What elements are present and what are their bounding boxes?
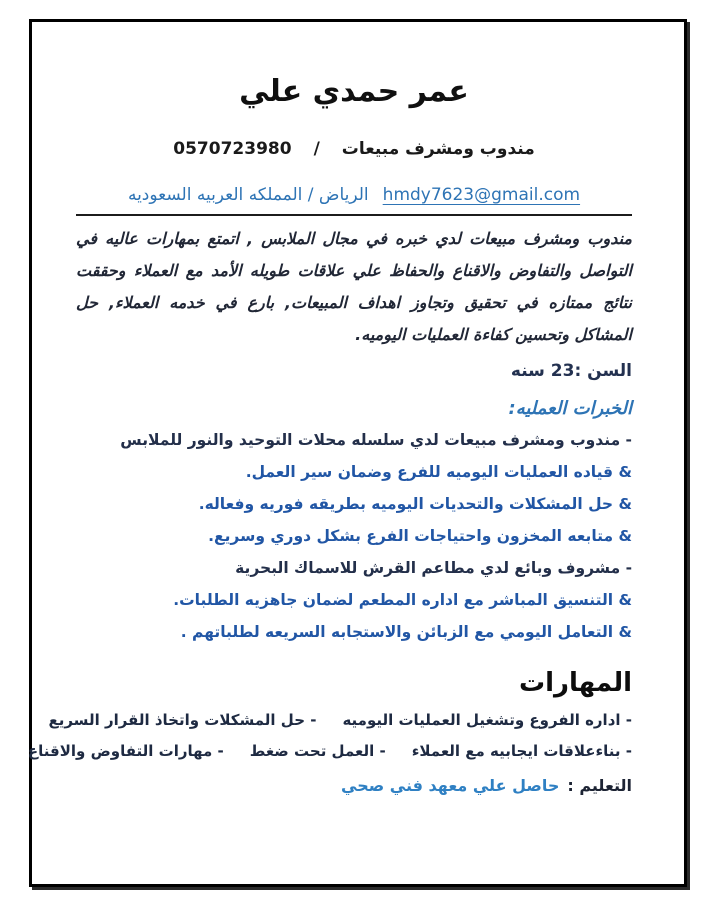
experience-item: & متابعه المخزون واحتياجات الفرع بشكل دوري وسريع.	[208, 527, 632, 545]
experience-item: & قياده العمليات اليوميه للفرع وضمان سير العمل.	[245, 463, 632, 481]
education-value: حاصل علي معهد فني صحي	[341, 776, 560, 795]
skills-row	[48, 711, 632, 729]
experience-item: - مندوب ومشرف مبيعات لدي سلسله محلات التوحيد والنور للملابس	[120, 431, 632, 449]
experience-item: & التنسيق المباشر مع اداره المطعم لضمان جاهزيه الطلبات.	[173, 591, 632, 609]
summary-paragraph: مندوب ومشرف مبيعات لدي خبره في مجال الملابس , اتمتع بمهارات عاليه في التواصل والتفاوض والاقناع والحفاظ علي علاقات طويله الأمد مع العملاء وحققت نتائج ممتازه في تحقيق وتجاوز اهداف المبيعات, بارع في خدمه العملاء, حل المشاكل وتحسين كفاءة العمليات اليوميه.	[76, 229, 633, 344]
skills-row	[27, 742, 632, 760]
skill-item: - حل المشكلات واتخاذ القرار السريع	[48, 711, 317, 729]
education-line	[76, 776, 632, 795]
email-link[interactable]: hmdy7623@gmail.com	[382, 185, 581, 205]
experience-item: & التعامل اليومي مع الزبائن والاستجابه السريعه لطلباتهم .	[180, 623, 632, 641]
skill-item: - اداره الفروع وتشغيل العمليات اليوميه	[342, 711, 632, 729]
education-label: التعليم :	[567, 776, 632, 795]
header-divider	[76, 214, 632, 216]
skill-item: - العمل تحت ضغط	[249, 742, 386, 760]
job-title: مندوب ومشرف مبيعات	[341, 139, 535, 159]
candidate-name: عمر حمدي علي	[239, 74, 469, 109]
page-border-frame	[29, 19, 687, 887]
skill-item: - مهارات التفاوض والاقناع	[27, 742, 224, 760]
age-text: السن :23 سنه	[510, 361, 632, 381]
job-title-line	[76, 139, 632, 159]
skills-heading: المهارات	[518, 668, 632, 698]
experience-item: - مشروف وبائع لدي مطاعم القرش للاسماك البحرية	[235, 559, 632, 577]
location-text: الرياض / المملكه العربيه السعوديه	[127, 185, 369, 205]
contact-line	[76, 185, 632, 205]
experience-heading: الخبرات العمليه:	[508, 398, 632, 419]
experience-list	[76, 430, 632, 643]
skill-item: - بناءعلاقات ايجابيه مع العملاء	[411, 742, 632, 760]
page-content	[27, 22, 684, 884]
phone-number: 0570723980	[173, 139, 292, 159]
experience-item: & حل المشكلات والتحديات اليوميه بطريقه فوريه وفعاله.	[198, 495, 632, 513]
title-separator: /	[313, 139, 320, 159]
